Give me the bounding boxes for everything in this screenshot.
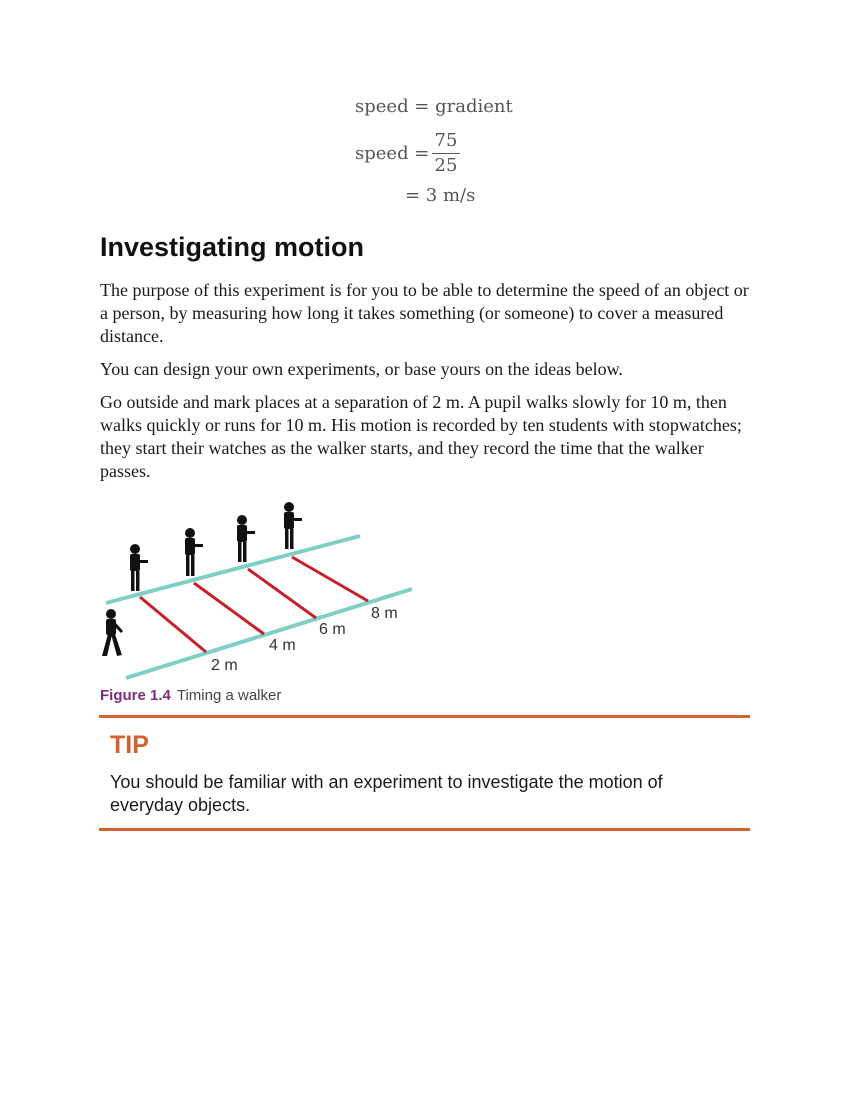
figure-timing-walker	[96, 498, 426, 688]
tip-title: TIP	[110, 731, 149, 759]
fraction-numerator: 75	[434, 130, 458, 151]
figure-caption	[100, 687, 281, 704]
marker-6m	[248, 569, 316, 618]
figure-caption-number: Figure 1.4	[100, 687, 171, 704]
equation-result: = 3 m/s	[405, 185, 476, 206]
marker-2m	[140, 597, 206, 652]
distance-label-4m: 4 m	[269, 637, 296, 654]
rail-front	[126, 589, 412, 678]
fraction-bar	[432, 153, 460, 154]
student-silhouette	[130, 544, 148, 591]
tip-top-rule	[99, 715, 750, 718]
paragraph-design: You can design your own experiments, or base yours on the ideas below.	[100, 359, 623, 379]
paragraph-method: Go outside and mark places at a separation of 2 m. A pupil walks slowly for 10 m, then walks quickly or runs for 10 m. His motion is recorded by ten students with stopwatches; they start their watches as the walker starts, and they record the time that the walker passes.	[100, 392, 742, 481]
rail-back	[106, 536, 360, 603]
student-silhouette	[237, 515, 255, 562]
equation-speed-gradient: speed = gradient	[355, 96, 513, 117]
distance-label-2m: 2 m	[211, 657, 238, 674]
walker-silhouette	[102, 609, 123, 656]
distance-label-8m: 8 m	[371, 605, 398, 622]
marker-8m	[292, 557, 368, 601]
section-heading: Investigating motion	[100, 232, 365, 262]
paragraph-purpose: The purpose of this experiment is for you to be able to determine the speed of an object or a person, by measuring how long it takes something (or someone) to cover a measured distance.	[100, 280, 749, 346]
student-silhouette	[284, 502, 302, 549]
tip-bottom-rule	[99, 828, 750, 831]
equation-speed-label: speed =	[355, 143, 430, 164]
distance-label-6m: 6 m	[319, 621, 346, 638]
student-silhouette	[185, 528, 203, 576]
marker-4m	[194, 583, 264, 634]
figure-caption-text: Timing a walker	[176, 687, 282, 704]
tip-text: You should be familiar with an experiment to investigate the motion of everyday objects.	[110, 772, 663, 815]
fraction-denominator: 25	[434, 155, 458, 176]
